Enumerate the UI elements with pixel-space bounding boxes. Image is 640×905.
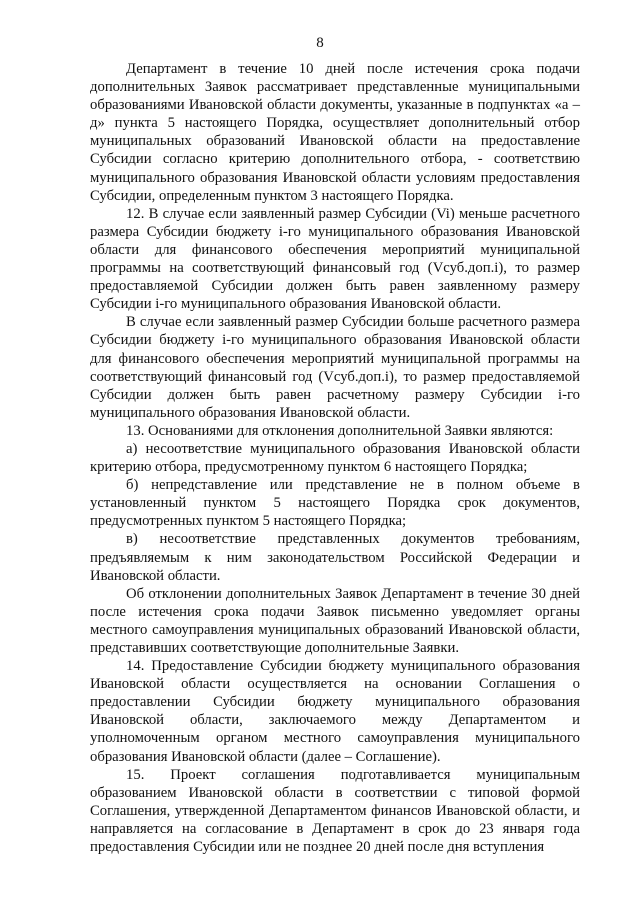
paragraph-item-13-v: в) несоответствие представленных документов требованиям, предъявляемым к ним законодательством Российской Федерации и Ивановской области. (90, 531, 580, 584)
document-body (90, 60, 580, 856)
paragraph-review: Департамент в течение 10 дней после истечения срока подачи дополнительных Заявок рассматривает представленные муниципальными образованиями Ивановской области документы, указанные в подпунктах «а – д» пункта 5 настоящего Порядка, осуществляет дополнительный отбор муниципальных образований Ивановской области на предоставление Субсидии согласно критерию дополнительного отбора, - соответствию муниципального образования Ивановской области условиям предоставления Субсидии, определенным пунктом 3 настоящего Порядка. (90, 61, 580, 204)
page-number: 8 (316, 35, 324, 51)
paragraph-item-13-a: а) несоответствие муниципального образования Ивановской области критерию отбора, предусмотренному пунктом 6 настоящего Порядка; (90, 440, 580, 476)
paragraph-rejection-notice: Об отклонении дополнительных Заявок Департамент в течение 30 дней после истечения срока подачи Заявок письменно уведомляет органы местного самоуправления муниципальных образований Ивановской области, представивших соответствующие дополнительные Заявки. (90, 585, 580, 656)
paragraph-item-12-alt: В случае если заявленный размер Субсидии больше расчетного размера Субсидии бюджету i-го муниципального образования Ивановской области для финансового обеспечения мероприятий муниципальной программы на соответствующий финансовый год (Vсуб.доп.i), то размер предоставляемой Субсидии должен быть равен расчетному размеру Субсидии i-го муниципального образования Ивановской области. (90, 314, 580, 421)
paragraph-item-13: 13. Основаниями для отклонения дополнительной Заявки являются: (126, 422, 554, 439)
paragraph-item-14: 14. Предоставление Субсидии бюджету муниципального образования Ивановской области осуществляется на основании Соглашения о предоставлении Субсидии бюджету муниципального образования Ивановской области, заключаемого между Департаментом и уполномоченным органом местного самоуправления муниципального образования Ивановской области (далее – Соглашение). (90, 658, 580, 765)
paragraph-item-12: 12. В случае если заявленный размер Субсидии (Vi) меньше расчетного размера Субсидии бюджету i-го муниципального образования Ивановской области для финансового обеспечения мероприятий муниципальной программы на соответствующий финансовый год (Vсуб.доп.i), то размер предоставляемой Субсидии должен быть равен заявленному размеру Субсидии i-го муниципального образования Ивановской области. (90, 205, 580, 313)
paragraph-item-15: 15. Проект соглашения подготавливается муниципальным образованием Ивановской области в соответствии с типовой формой Соглашения, утвержденной Департаментом финансов Ивановской области, и направляется на согласование в Департамент в срок до 23 января года предоставления Субсидии или не позднее 20 дней после дня вступления (90, 766, 580, 856)
paragraph-item-13-b: б) непредставление или представление не в полном объеме в установленный пунктом 5 настоящего Порядка срок документов, предусмотренных пунктом 5 настоящего Порядка; (90, 477, 580, 530)
